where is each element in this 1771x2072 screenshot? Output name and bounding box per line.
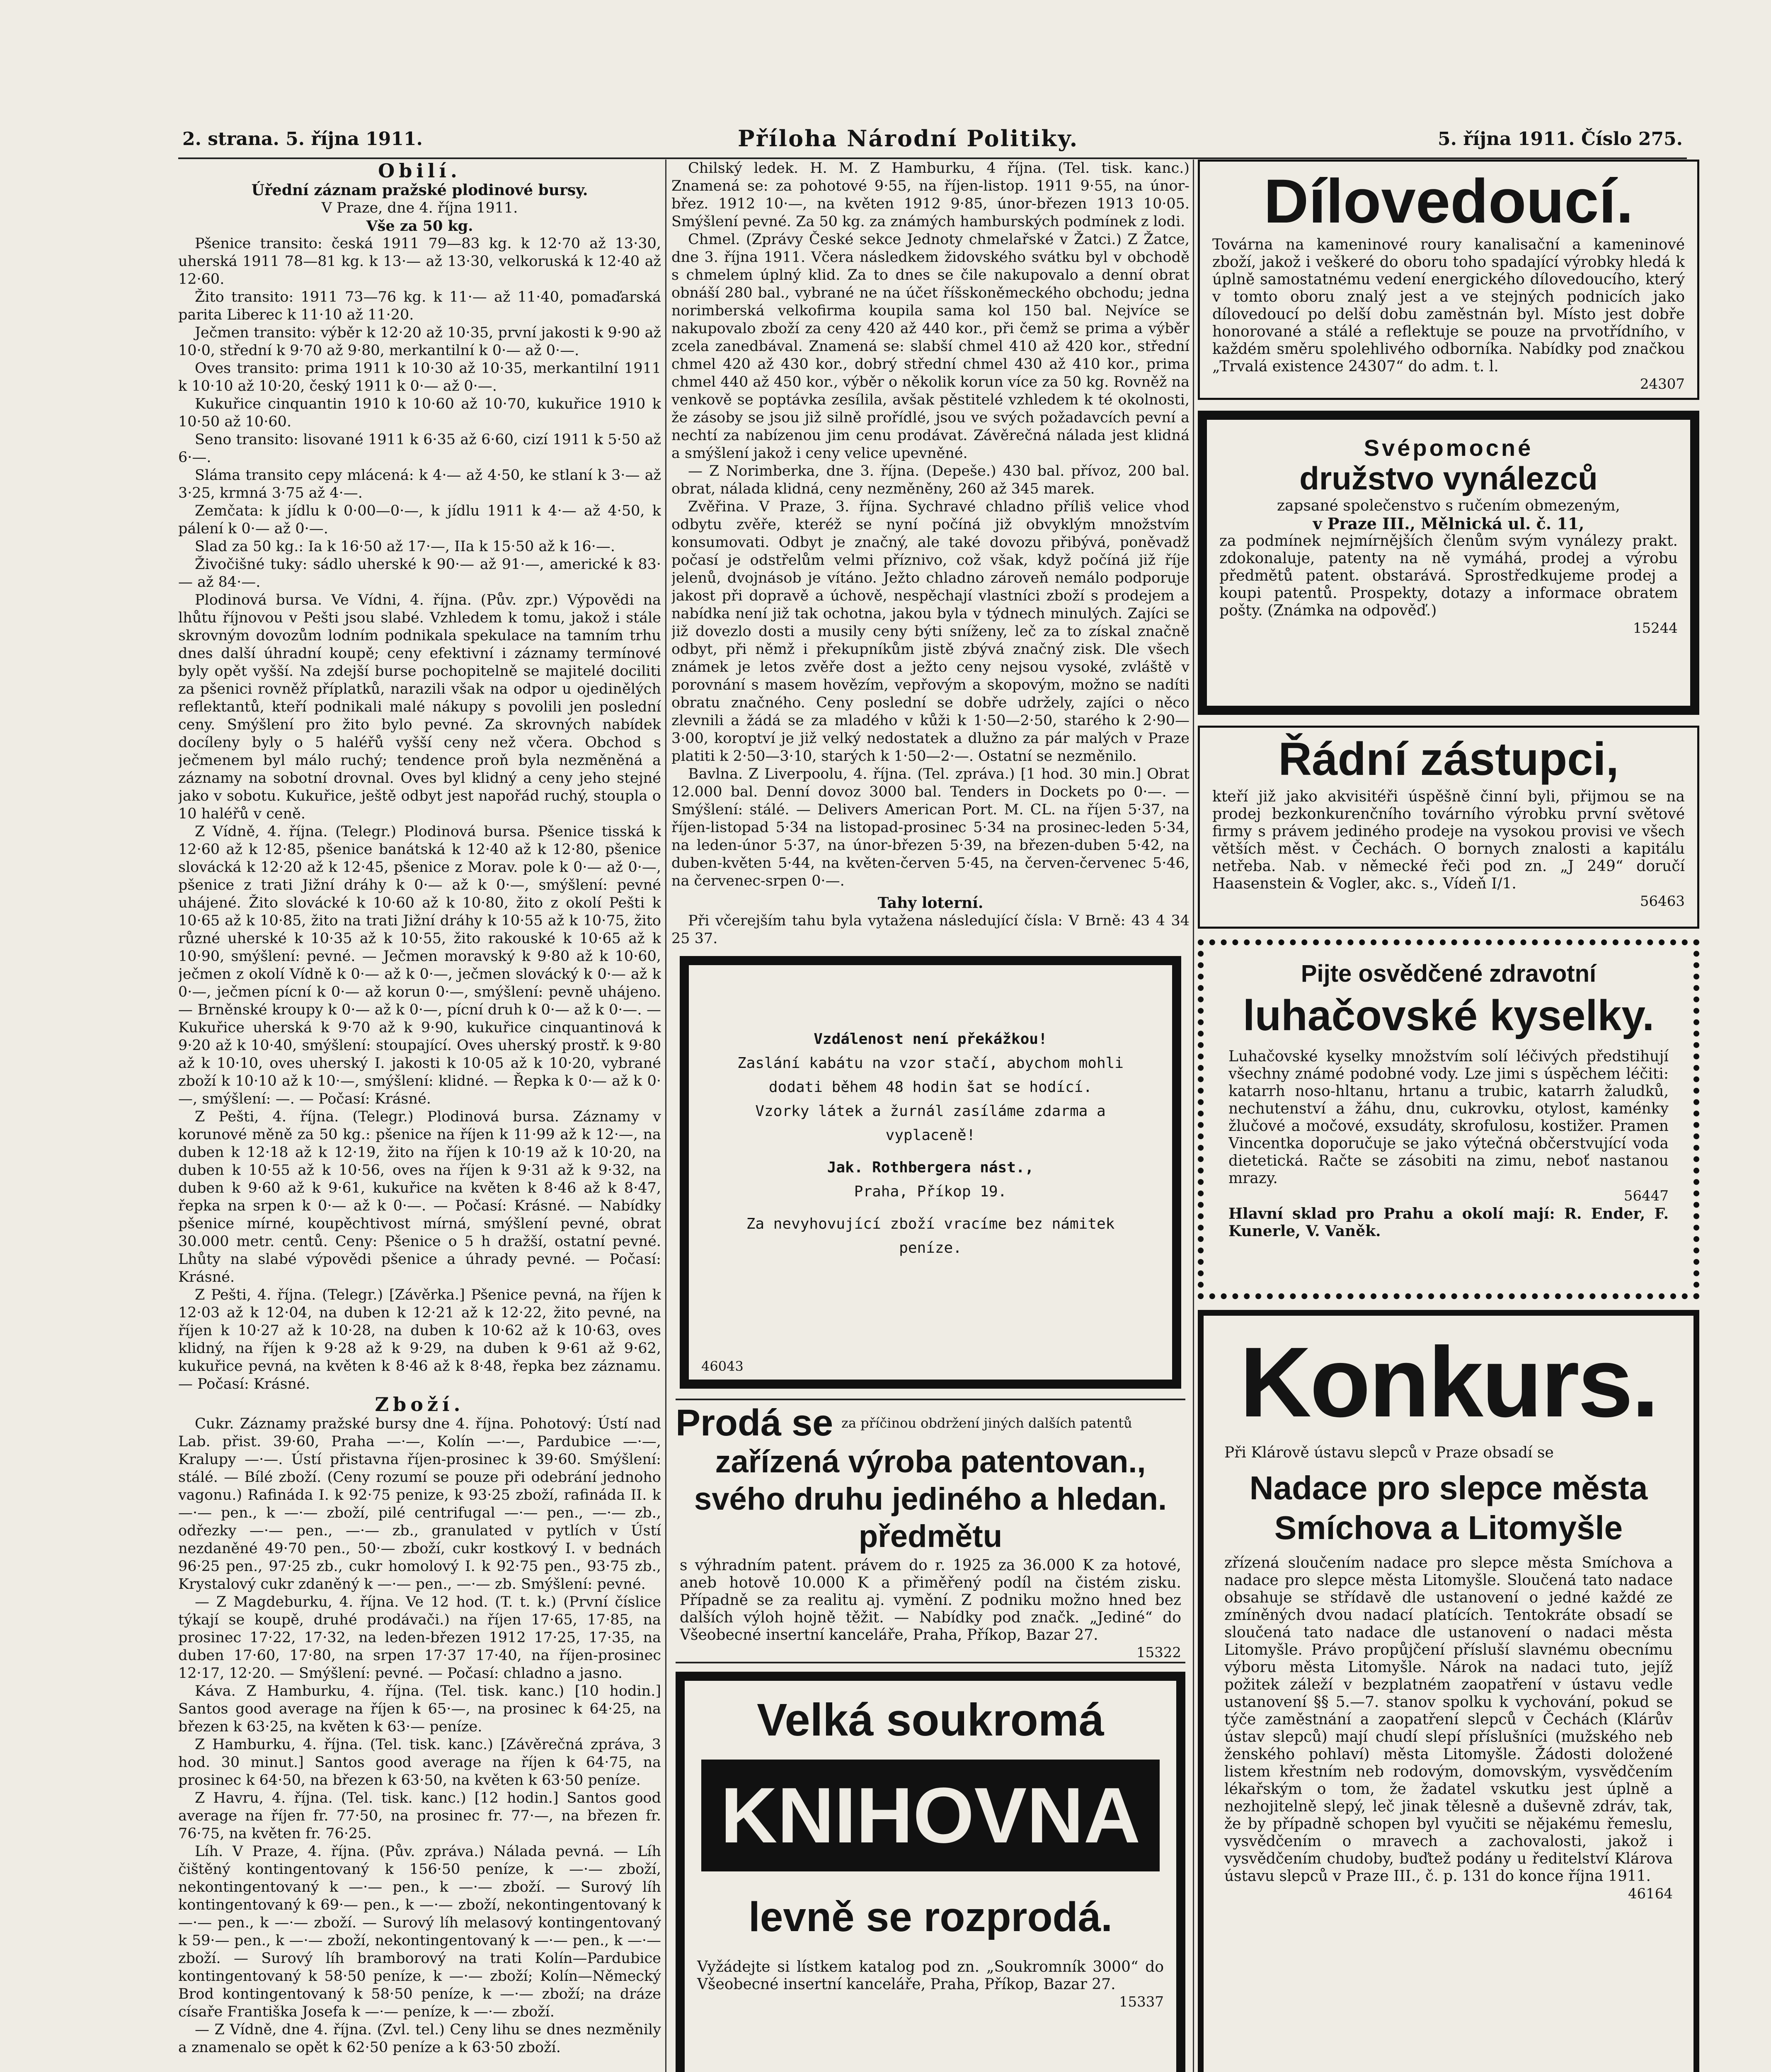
article-paragraph: Zvěřina. V Praze, 3. října. Sychravé chladno příliš velice vhod odbytu zvěře, kteréž se nyní počíná již obvyklým množstvím konsumovati. Odbyt je značný, ale také dovozu přibývá, poněvadž počasí je odstřelům velmi příznivo, což však, když počíná již říje jelenů, dvojnásob je vítáno. Ježto chladno zároveň nemálo podporuje jakost při dopravě a úchově, nespěchají vlastníci zboží s prodejem a nabídka není již tak ochotna, jakou byla v týdnech minulých. Zajíci se již dovezlo dosti a musily ceny býti sníženy, leč za to získal značně odbyt, při němž i překupníkům jistě zbývá značný zisk. Dle všech známek je letos zvěře dost a ježto ceny nejsou vysoké, zvláště v porovnání s masem hovězím, vepřovým a skopovým, možno se nadíti obratu značného. Ceny poslední se dobře udržely, zajíci o něco zlevnili a žádá se za mladého v kůži k 1·50—2·50, starého k 2·90—3·00, koroptví je již velký nedostatek a dlužno za pár malých v Praze platiti k 2·50—3·10, starých k 1·50—2·—. Ostatní se nezměnilo. xyxy=(671,499,1190,765)
header-right: 5. října 1911. Číslo 275. xyxy=(1437,128,1683,150)
ad-library xyxy=(676,1672,1185,2072)
article-paragraph: Bavlna. Z Liverpoolu, 4. října. (Tel. zpráva.) [1 hod. 30 min.] Obrat 12.000 bal. Denní dovoz 3000 bal. Tenders in Dockets po 0·—. — Smýšlení: stálé. — Delivers American Port. M. CL. na říjen 5·37, na říjen-listopad 5·34 na listopad-prosinec 5·34 na prosinec-leden 5·34, na leden-únor 5·37, na únor-březen 5·39, na březen-duben 5·42, na duben-květen 5·44, na květen-červen 5·45, na červen-červenec 5·46, na červenec-srpen 0·—. xyxy=(671,766,1190,889)
ad-tailor-city: Praha, Příkop 19. xyxy=(854,1183,1007,1200)
column-ads xyxy=(1198,160,1699,2072)
article-paragraph: Káva. Z Hamburku, 4. října. (Tel. tisk. kanc.) [10 hodin.] Santos good average na říjen k 65·—, na prosinec k 64·25, na březen k 63·25, na květen k 63·— peníze. xyxy=(178,1683,661,1735)
ad-tailor-foot: Za nevyhovující zboží vracíme bez námitek peníze. xyxy=(746,1215,1115,1256)
ad-competition-body: zřízená sloučením nadace pro slepce města Smíchova a nadace pro slepce města Litomyšle. Sloučená tato nadace obsahuje se střídavě dle ustanovení o jedné každé ze zmíněných dvou nadací platících. Tentokráte obsadí se sloučená tato nadace dle ustanovení o nadaci města Litomyšle. Právo propůjčení přísluší slavnému obecnímu výboru města Litomyšle. Nárok na nadaci tuto, jejíž požitek záleží v bezplatném zaopatření v ústavu vedle ustanovení §§ 5.—7. stanov spolku k vychování, pokud se týče zaměstnání a zaopatření slepců v Čechách (Klárův ústav slepců) mají chudí slepí příslušníci (mužského neb ženského pohlaví) města Litomyšle. Žádosti doložené listem křestním neb rodovým, domovským, vysvědčením lékařským o tom, že žadatel vskutku jest úplně a nezhojitelně slepý, leč jinak tělesně a duševně zdráv, tak, že by případně schopen byl vyučiti se nějakému řemeslu, vysvědčením o mravech a zachovalosti, jakož i vysvědčením chudoby, buďtež podány u ředitelství Klárova ústavu slepců v Praze III., č. p. 131 do konce října 1911. xyxy=(1224,1554,1673,1885)
article-paragraph: Oves transito: prima 1911 k 10·30 až 10·35, merkantilní 1911 k 10·10 až 10·20, český 1911 k 0·— až 0·—. xyxy=(178,360,661,395)
header-left: 2. strana. 5. října 1911. xyxy=(182,128,423,150)
ad-inventors-addr: v Praze III., Mělnická ul. č. 11, xyxy=(1313,514,1584,533)
column-markets xyxy=(178,160,661,2072)
article-paragraph: Z Hamburku, 4. října. (Tel. tisk. kanc.) [Závěrečná zpráva, 3 hod. 30 minut.] Santos good average na říjen k 64·75, na prosinec k 64·50, na březen k 63·50, na květen k 63·50 peníze. xyxy=(178,1736,661,1789)
ad-water-title2: luhačovské kyselky. xyxy=(1243,992,1655,1040)
ad-foreman-title: Dílovedoucí. xyxy=(1264,166,1633,236)
ad-inventors-title2: družstvo vynálezců xyxy=(1299,460,1598,496)
article-paragraph: Pšenice transito: česká 1911 79—83 kg. k 12·70 až 13·30, uherská 1911 78—81 kg. k 13·— až 13·30, velkoruská k 12·40 až 12·60. xyxy=(178,235,661,288)
ad-inventors-title1: Svépomocné xyxy=(1364,435,1534,461)
ad-agents-title: Řádní zástupci, xyxy=(1278,733,1619,785)
column-markets-2 xyxy=(671,160,1190,2072)
ad-inventors-sub: zapsané společenstvo s ručením obmezeným, xyxy=(1277,497,1620,514)
ad-library-body: Vyžádejte si lístkem katalog pod zn. „Soukromník 3000“ do Všeobecné insertní kanceláře, Praha, Příkop, Bazar 27. xyxy=(697,1958,1164,1993)
ad-tailor-body: Zaslání kabátu na vzor stačí, abychom mohli dodati během 48 hodin šat se hodící. xyxy=(737,1055,1124,1096)
ad-patent-body: s výhradním patent. právem do r. 1925 za 36.000 K za hotové, aneb hotově 10.000 K a přiměřený podíl na čistém zisku. Případně se za realitu aj. vymění. Z podniku možno hned bez dalších výloh hojně těžit. — Nabídky pod značk. „Jediné“ do Všeobecné insertní kanceláře, Praha, Příkop, Bazar 27. xyxy=(680,1557,1181,1644)
ad-mineral-water xyxy=(1198,939,1699,1299)
section-subtitle: Úřední záznam pražské plodinové bursy. xyxy=(251,182,588,199)
ad-patent-small1: za příčinou obdržení jiných dalších patentů xyxy=(841,1415,1132,1431)
ad-competition xyxy=(1198,1310,1699,2072)
ad-code: 46043 xyxy=(701,1358,744,1374)
article-paragraph: Živočišné tuky: sádlo uherské k 90·— až 91·—, americké k 83·— až 84·—. xyxy=(178,556,661,591)
article-paragraph: Zemčata: k jídlu k 0·00—0·—, k jídlu 1911 k 4·— až 4·50, k pálení k 0·— až 0·—. xyxy=(178,503,661,537)
article-paragraph: Líh. V Praze, 4. října. (Pův. zpráva.) Nálada pevná. — Líh čištěný kontingentovaný k 156·50 peníze, k —·— zboží, nekontingentovaný k —·— pen., k —·— zboží. — Surový líh kontingentovaný k 69·— pen., k —·— zboží, nekontingentovaný k —·— pen., k —·— zboží. — Surový líh melasový kontingentovaný k 59·— pen., k —·— zboží, nekontingentovaný k —·— pen., k —·— zboží. — Surový líh bramborový na trati Kolín—Pardubice kontingentovaný k 58·50 peníze, k —·— zboží; Kolín—Německý Brod kontingentovaný k 58·50 peníze, k —·— zboží; na dráze císaře Františka Josefa k —·— peníze, k —·— zboží. xyxy=(178,1843,661,2020)
ad-code: 46164 xyxy=(1628,1886,1673,1902)
ad-patent xyxy=(676,1399,1185,1663)
section-title-goods: Zboží. xyxy=(375,1393,465,1416)
ad-foreman xyxy=(1198,160,1699,400)
section-title-grain: Obilí. xyxy=(378,160,461,182)
ad-code: 24307 xyxy=(1640,376,1685,392)
ad-competition-title: Konkurs. xyxy=(1239,1326,1658,1438)
lottery-title: Tahy loterní. xyxy=(877,894,984,912)
ad-foreman-body: Továrna na kameninové roury kanalisační a kameninové zboží, jakož i veškeré do oboru toho spadající výrobky hledá k úplně samostatnému vedení energického dílovedoucího, který v tomto oboru znalý jest a ve stejných podnicích jako dílovedoucí po delší dobu zaměstnán byl. Místo jest dobře honorované a stálé a reflektuje se pouze na prvotřídního, v každém směru spolehlivého odborníka. Nabídky pod značkou „Trvalá existence 24307“ do adm. t. l. xyxy=(1212,236,1685,375)
ad-patent-big1: Prodá se xyxy=(676,1402,833,1444)
article-paragraph: Chilský ledek. H. M. Z Hamburku, 4 října. (Tel. tisk. kanc.) Znamená se: za pohotové 9·55, na říjen-listop. 1911 9·55, na únor-břez. 1912 10·—, na květen 1912 9·85, únor-březen 1913 10·05. Smýšlení pevné. Za 50 kg. za známých hamburských podmínek z lodi. xyxy=(671,160,1190,230)
ad-code: 15322 xyxy=(1136,1644,1181,1661)
ad-patent-big2: zařízená výroba patentovan., svého druhu jediného a hledan. předmětu xyxy=(694,1444,1167,1554)
ad-water-title1: Pijte osvědčené zdravotní xyxy=(1301,960,1597,987)
article-paragraph: — Z Norimberka, dne 3. října. (Depeše.) 430 bal. přívoz, 200 bal. obrat, nálada klidná, ceny nezměněny, 260 až 345 marek. xyxy=(671,463,1190,497)
ad-code: 56447 xyxy=(1623,1188,1669,1204)
ad-water-agents: Hlavní sklad pro Prahu a okolí mají: R. Ender, F. Kunerle, V. Vaněk. xyxy=(1228,1205,1669,1240)
article-paragraph: Cukr. Záznamy pražské bursy dne 4. října. Pohotový: Ústí nad Lab. přist. 39·60, Praha —·—, Kolín —·—, Pardubice —·—, Kralupy —·—. Ústí přistavna říjen-prosinec k 39·60. Smýšlení: stálé. — Bílé zboží. (Ceny rozumí se pouze při odebrání jednoho vagonu.) Rafináda I. k 92·75 penize, k 93·25 zboží, rafináda II. k —·— pen., k —·— zboží, pilé centrifugal —·— pen., —·— zb., odřezky —·— pen., —·— zb., granulated v pytlích v Ústí nezdaněné 49·70 pen., 50·— zboží, cukr kostkový I. v bednách 96·25 pen., 97·25 zb., cukr homolový I. k 92·75 pen., 93·75 zb., Krystalový cukr zdaněný k —·— pen., —·— zb. Smýšlení: pevné. xyxy=(178,1416,661,1593)
ad-library-line2: levně se rozprodá. xyxy=(748,1894,1113,1940)
column-rule-1 xyxy=(665,160,666,2072)
ad-tailor-line1: Vzdálenost není překážkou! xyxy=(814,1031,1047,1048)
column-rule-2 xyxy=(1193,160,1194,2072)
ad-library-logo: KNIHOVNA xyxy=(701,1760,1160,1871)
ad-code: 15337 xyxy=(1119,1994,1164,2010)
article-paragraph: Kukuřice cinquantin 1910 k 10·60 až 10·70, kukuřice 1910 k 10·50 až 10·60. xyxy=(178,396,661,430)
ad-inventors xyxy=(1198,411,1699,715)
article-paragraph: Z Vídně, 4. října. (Telegr.) Plodinová bursa. Pšenice tisská k 12·60 až k 12·85, pšenice banátská k 12·40 až k 12·80, pšenice slovácká k 12·20 až k 12·45, pšenice z Morav. pole k 0·— až 0·—, pšenice z trati Jižní dráhy k 0·— až k 0·—, smýšlení: pevné uhájené. Žito slovácké k 10·60 až k 10·80, žito z okolí Pešti k 10·65 až k 10·85, žito na trati Jižní dráhy k 10·55 až k 10·75, žito různé uherské k 10·35 až k 10·55, žito rakouské k 10·65 až k 10·90, smýšlení: pevné. — Ječmen moravský k 9·80 až k 10·60, ječmen z okolí Vídně k 0·— až k 0·—, ječmen slovácký k 0·— až k 0·—, ječmen pícní k 0·— až korun 0·—, smýšlení: pevně uhájeno. — Brněnské kroupy k 0·— až k 0·—, pícní druh k 0·— až k 0·—. — Kukuřice uherská k 9·70 až k 9·90, kukuřice cinquantinová k 9·20 až k 10·40, smýšlení: stoupající. Oves uherský prostř. k 9·80 až k 10·10, oves uherský I. jakosti k 10·05 až k 10·20, vybrané zboží k 10·10 až k 10·—, smýšlení: klidné. — Řepka k 0·— až k 0·—, smýšlení: —. — Počasí: Krásné. xyxy=(178,823,661,1107)
ad-tailor xyxy=(680,956,1181,1389)
article-paragraph: Ječmen transito: výběr k 12·20 až 10·35, první jakosti k 9·90 až 10·0, střední k 9·70 až 9·80, merkantilní k 0·— až 0·—. xyxy=(178,324,661,359)
ad-competition-headline: Nadace pro slepce města Smíchova a Litomyšle xyxy=(1249,1469,1648,1546)
article-paragraph: — Z Magdeburku, 4. října. Ve 12 hod. (T. t. k.) (První číslice týkají se koupě, druhé prodávači.) na říjen 17·65, 17·85, na prosinec 17·22, 17·32, na leden-březen 1912 17·25, 17·35, na duben 17·60, 17·80, na srpen 17·37 17·40, na říjen-prosinec 12·17, 12·20. — Smýšlení: pevné. — Počasí: chladno a jasno. xyxy=(178,1594,661,1682)
article-paragraph: Plodinová bursa. Ve Vídni, 4. října. (Pův. zpr.) Výpovědi na lhůtu říjnovou v Pešti jsou slabé. Vzhledem k tomu, jakož i stále skrovným dovozům lodním podnikala spekulace na tamním trhu dnes další úhradní koupě; ceny efektivní i záznamy termínové byly opět vyšší. Na zdejší burse pochopitelně se majitelé dociliti za pšenici rovněž příplatků, narazili však na odpor u ojedinělých reflektantů, kteří podnikali malé nákupy s povolili jen poslední ceny. Smýšlení pro žito bylo pevné. Za skrovných nabídek docíleny byly o 5 haléřů vyšší ceny než včera. Obchod s ječmenem byl málo ruchý; tendence proň byla nezměněná a záznamy na sobotní drovnal. Oves byl klidný a ceny jeho stejné jako v sobotu. Kukuřice, ještě odbyt jest napořád ruchý, stoupla o 10 haléřů v ceně. xyxy=(178,592,661,822)
ad-agents xyxy=(1198,726,1699,929)
dateline: V Praze, dne 4. října 1911. xyxy=(321,200,518,216)
ad-inventors-body: za podmínek nejmírnějších členům svým vynálezy prakt. zdokonaluje, patenty na ně vymáhá, prodej a výrobu předmětů patent. obstarává. Sprostředkujeme prodej a koupi patentů. Prospekty, dotazy a informace obratem pošty. (Známka na odpověď.) xyxy=(1219,533,1678,619)
article-paragraph: Seno transito: lisované 1911 k 6·35 až 6·60, cizí 1911 k 5·50 až 6·—. xyxy=(178,431,661,466)
unit-note: Vše za 50 kg. xyxy=(366,218,473,235)
article-paragraph: Sláma transito cepy mlácená: k 4·— až 4·50, ke stlaní k 3·— až 3·25, krmná 3·75 až 4·—. xyxy=(178,467,661,501)
ad-water-body: Luhačovské kyselky množstvím solí léčivých předstihují všechny známé podobné vody. Lze jimi s úspěchem léčiti: katarrh noso-hltanu, hrtanu a trubic, katarrh žaludků, nechutenství a žáhu, dnu, cukrovku, otylost, kaménky žlučové a močové, exsudáty, skrofulosu, kostižer. Pramen Vincentka doporučuje se jako výtečná občerstvující voda dietetická. Račte se zásobiti na zimu, neboť nastanou mrazy. xyxy=(1228,1048,1669,1187)
article-paragraph: Slad za 50 kg.: Ia k 16·50 až 17·—, IIa k 15·50 až k 16·—. xyxy=(195,538,615,555)
ad-code: 56463 xyxy=(1640,893,1685,910)
ad-library-line1: Velká soukromá xyxy=(757,1694,1104,1745)
article-paragraph: — Z Vídně, dne 4. října. (Zvl. tel.) Ceny lihu se dnes nezměnily a znamenalo se opět k 62·50 peníze a k 63·50 zboží. xyxy=(178,2021,661,2056)
ad-competition-intro: Při Klárově ústavu slepců v Praze obsadí se xyxy=(1224,1444,1554,1461)
article-paragraph: Z Pešti, 4. října. (Telegr.) [Závěrka.] Pšenice pevná, na říjen k 12·03 až k 12·04, na duben k 12·21 až k 12·22, žito pevné, na říjen k 10·27 až k 10·28, na duben k 10·62 až k 10·63, oves klidný, na říjen k 9·28 až k 9·29, na duben k 9·61 až 9·62, kukuřice pevná, na květen k 8·46 až k 8·48, řepka bez záznamu. — Počasí: Krásné. xyxy=(178,1287,661,1392)
article-paragraph: Z Pešti, 4. října. (Telegr.) Plodinová bursa. Záznamy v korunové měně za 50 kg.: pšenice na říjen k 11·99 až k 12·—, na duben k 12·18 až k 12·19, žito na říjen k 10·19 až k 10·20, na duben k 10·55 až k 10·56, oves na říjen k 9·31 až k 9·32, na duben k 9·60 až k 9·61, kukuřice na květen k 8·46 až k 8·47, řepka na srpen k 0·— až k 0·—. — Počasí: Krásné. — Nabídky pšenice mírné, koupěchtivost mírná, smýšlení pevné, obrat 30.000 metr. centů. Ceny: Pšenice o 5 h dražší, ostatní pevné. Lhůty na slabé výpovědi pšenice a úhrady pevné. — Počasí: Krásné. xyxy=(178,1109,661,1285)
ad-code: 15244 xyxy=(1633,620,1678,637)
article-paragraph: Chmel. (Zprávy České sekce Jednoty chmelařské v Žatci.) Z Žatce, dne 3. října 1911. Včera následkem židovského svátku byl v obchodě s chmelem úplný klid. Za to dnes se čile nakupovalo a denní obrat obnáší 280 bal., vybrané ne na účet říšskoněmeckého obchodu; jedna norimberská velkofirma koupila sama kol 150 bal. Nejvíce se nakupovalo zboží za ceny 420 až 440 kor., při čemž se prima a výběr zcela zanedbával. Znamená se: slabší chmel 410 až 420 kor., střední chmel 420 až 430 kor., dobrý střední chmel 430 až 410 kor., prima chmel 440 až 450 kor., výběr o několik korun více za 50 kg. Rovněž na venkově se poptávka zesílila, avšak pěstitelé vzhledem k té okolnosti, že zásoby se jsou již silně prořídlé, jsou ve svých požadavcích pevní a nechtí za nabízenou jim cenu prodávat. Závěrečná nálada jest klidná a smýšlení jakož i ceny velice upevněné. xyxy=(671,231,1190,462)
lottery-text: Při včerejším tahu byla vytažena následující čísla: V Brně: 43 4 34 25 37. xyxy=(671,913,1190,947)
header-center: Příloha Národní Politiky. xyxy=(738,125,1079,152)
running-header xyxy=(178,120,1687,159)
article-paragraph: Žito transito: 1911 73—76 kg. k 11·— až 11·40, pomaďarská parita Liberec k 11·10 až 11·20. xyxy=(178,289,661,323)
article-paragraph: Z Havru, 4. října. (Tel. tisk. kanc.) [12 hodin.] Santos good average na říjen fr. 77·50, na prosinec fr. 77·—, na březen fr. 76·75, na květen fr. 76·25. xyxy=(178,1790,661,1842)
ad-tailor-firm: Jak. Rothbergera nást., xyxy=(827,1159,1034,1176)
ad-agents-body: kteří již jako akvisitéři úspěšně činní byli, přijmou se na prodej bezkonkurenčního továrního výrobku první světové firmy s právem jediného prodeje na vysokou provisi ve všech větších měst. v Čechách. O bornych znalosti a kapitálu netřeba. Nab. v německé řeči pod zn. „J 249“ doručí Haasenstein & Vogler, akc. s., Vídeň I/1. xyxy=(1212,788,1685,892)
ad-tailor-line2: Vzorky látek a žurnál zasíláme zdarma a vyplaceně! xyxy=(755,1103,1106,1144)
